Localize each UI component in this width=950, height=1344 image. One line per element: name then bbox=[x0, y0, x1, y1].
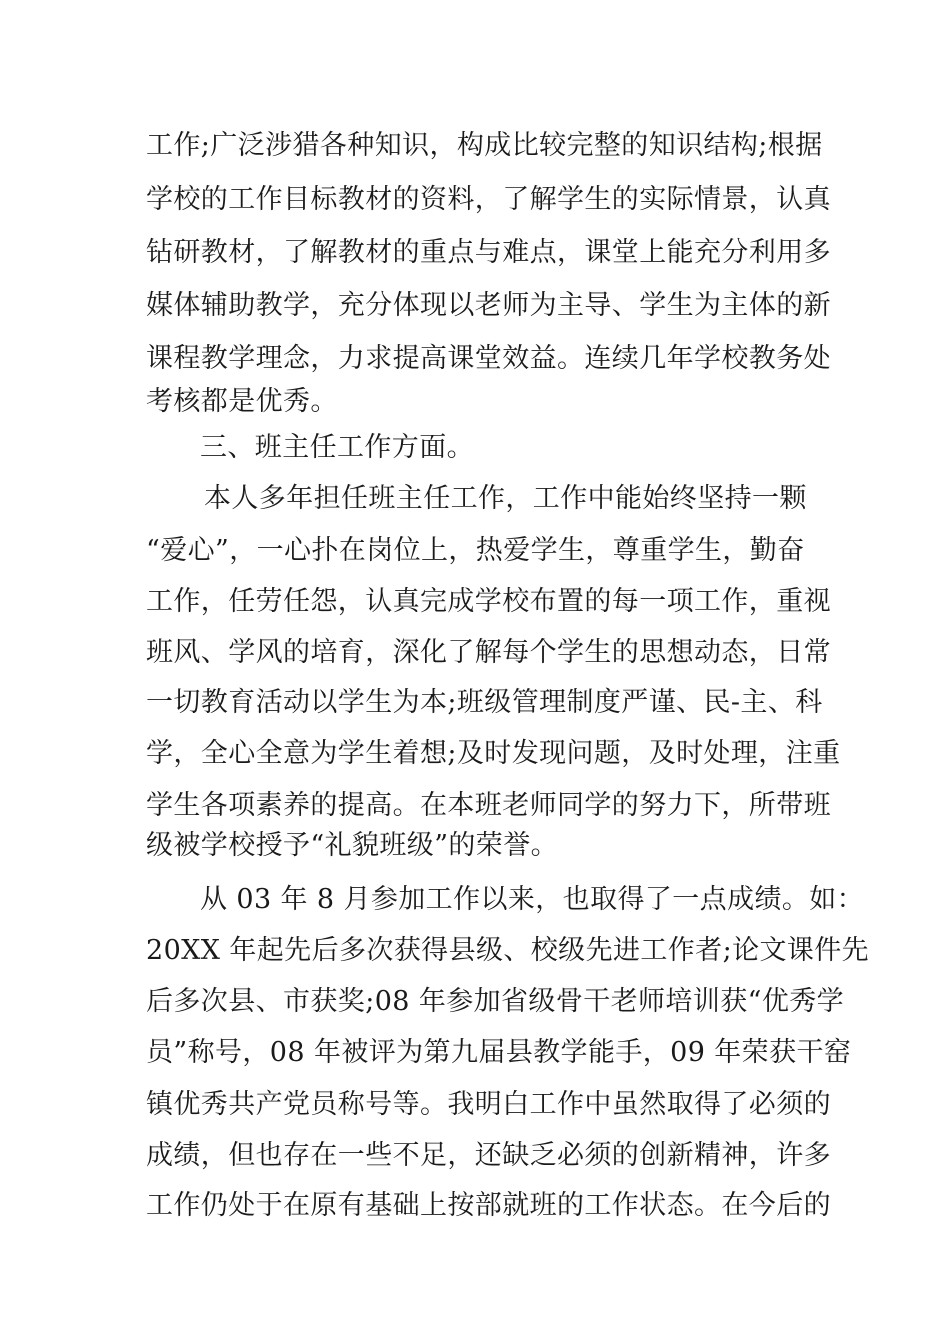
text-line: 钻研教材，了解教材的重点与难点，课堂上能充分利用多 bbox=[146, 237, 831, 268]
text-line: 成绩，但也存在一些不足，还缺乏必须的创新精神，许多 bbox=[146, 1140, 831, 1171]
text-line: 班风、学风的培育，深化了解每个学生的思想动态，日常 bbox=[146, 637, 831, 668]
text-line: 从 03 年 8 月参加工作以来，也取得了一点成绩。如： bbox=[200, 884, 865, 915]
text-line: “爱心”，一心扑在岗位上，热爱学生，尊重学生，勤奋 bbox=[146, 535, 805, 566]
text-line: 本人多年担任班主任工作，工作中能始终坚持一颗 bbox=[204, 483, 807, 514]
text-line: 20XX 年起先后多次获得县级、校级先进工作者;论文课件先 bbox=[146, 935, 870, 966]
text-line: 学，全心全意为学生着想;及时发现问题，及时处理，注重 bbox=[146, 738, 841, 769]
text-line: 课程教学理念，力求提高课堂效益。连续几年学校教务处 bbox=[146, 343, 831, 374]
text-line: 镇优秀共产党员称号等。我明白工作中虽然取得了必须的 bbox=[146, 1089, 831, 1120]
text-line: 员”称号，08 年被评为第九届县教学能手，09 年荣获干窑 bbox=[146, 1037, 852, 1068]
text-line: 一切教育活动以学生为本;班级管理制度严谨、民-主、科 bbox=[146, 687, 823, 718]
text-line: 学校的工作目标教材的资料，了解学生的实际情景，认真 bbox=[146, 184, 831, 215]
text-line: 考核都是优秀。 bbox=[146, 386, 338, 417]
text-line: 工作，任劳任怨，认真完成学校布置的每一项工作，重视 bbox=[146, 586, 831, 617]
text-line: 工作;广泛涉猎各种知识，构成比较完整的知识结构;根据 bbox=[146, 130, 823, 161]
text-line: 工作仍处于在原有基础上按部就班的工作状态。在今后的 bbox=[146, 1190, 831, 1221]
text-line: 后多次县、市获奖;08 年参加省级骨干老师培训获“优秀学 bbox=[146, 986, 845, 1017]
text-line: 级被学校授予“礼貌班级”的荣誉。 bbox=[146, 830, 559, 861]
section-heading: 三、班主任工作方面。 bbox=[200, 432, 474, 463]
text-line: 学生各项素养的提高。在本班老师同学的努力下，所带班 bbox=[146, 790, 831, 821]
text-line: 媒体辅助教学，充分体现以老师为主导、学生为主体的新 bbox=[146, 290, 831, 321]
